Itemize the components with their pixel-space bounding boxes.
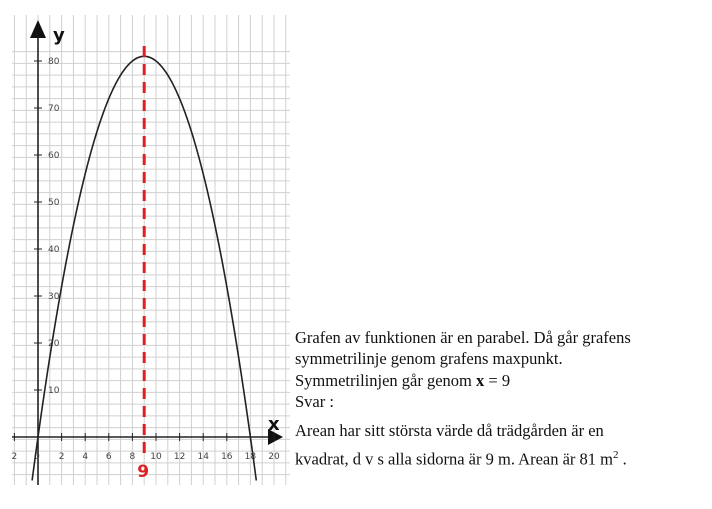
x-axis-label: x <box>268 414 280 435</box>
answer-line-1: Arean har sitt största värde då trädgården är en <box>295 420 604 440</box>
y-tick-label: 50 <box>48 198 60 208</box>
ticks <box>12 57 280 462</box>
answer-end: . <box>618 449 627 469</box>
answer-exponent: 2 <box>613 449 619 462</box>
x-tick-label: 18 <box>244 452 257 462</box>
text-line-3-prefix: Symmetrilinjen går genom <box>295 370 477 390</box>
x-tick-label: 14 <box>197 452 209 462</box>
y-tick-label: 40 <box>48 245 60 255</box>
x-tick-label: 20 <box>268 452 280 462</box>
text-line-3-eq: = <box>484 370 502 390</box>
answer-heading: Svar : <box>295 392 334 412</box>
symmetry-line-label: 9 <box>137 462 150 482</box>
y-tick-label: 70 <box>48 104 60 114</box>
x-tick-label: 2 <box>58 452 65 462</box>
y-axis-label: y <box>53 25 65 46</box>
origin-label: 0 <box>34 452 40 462</box>
x-tick-label: 16 <box>221 452 233 462</box>
x-tick-label: 6 <box>105 452 112 462</box>
y-axis-arrow <box>30 20 46 38</box>
x-tick-label: 8 <box>129 452 136 462</box>
parabola-chart <box>0 0 292 490</box>
symmetry-group <box>137 46 149 482</box>
x-tick-label: 2 <box>11 452 18 462</box>
y-tick-label: 30 <box>48 292 60 302</box>
text-line-1: Grafen av funktionen är en parabel. Då går grafens <box>295 328 631 347</box>
x-tick-label: 4 <box>82 452 89 462</box>
text-line-3-var: x <box>476 370 485 390</box>
answer-line-2-text: kvadrat, d v s alla sidorna är 9 m. Arean är 81 m <box>295 449 613 469</box>
y-tick-label: 80 <box>48 57 60 67</box>
y-tick-label: 10 <box>48 386 60 396</box>
text-line-2: symmetrilinje genom grafens maxpunkt. <box>295 349 563 369</box>
explanation-text <box>295 327 709 470</box>
answer-line-2 <box>295 448 709 470</box>
y-tick-label: 60 <box>48 151 60 161</box>
y-tick-label: 20 <box>48 339 60 349</box>
text-line-3 <box>295 370 709 391</box>
x-tick-label: 10 <box>150 452 162 462</box>
x-tick-label: 12 <box>173 452 186 462</box>
text-line-3-value: 9 <box>501 370 511 390</box>
